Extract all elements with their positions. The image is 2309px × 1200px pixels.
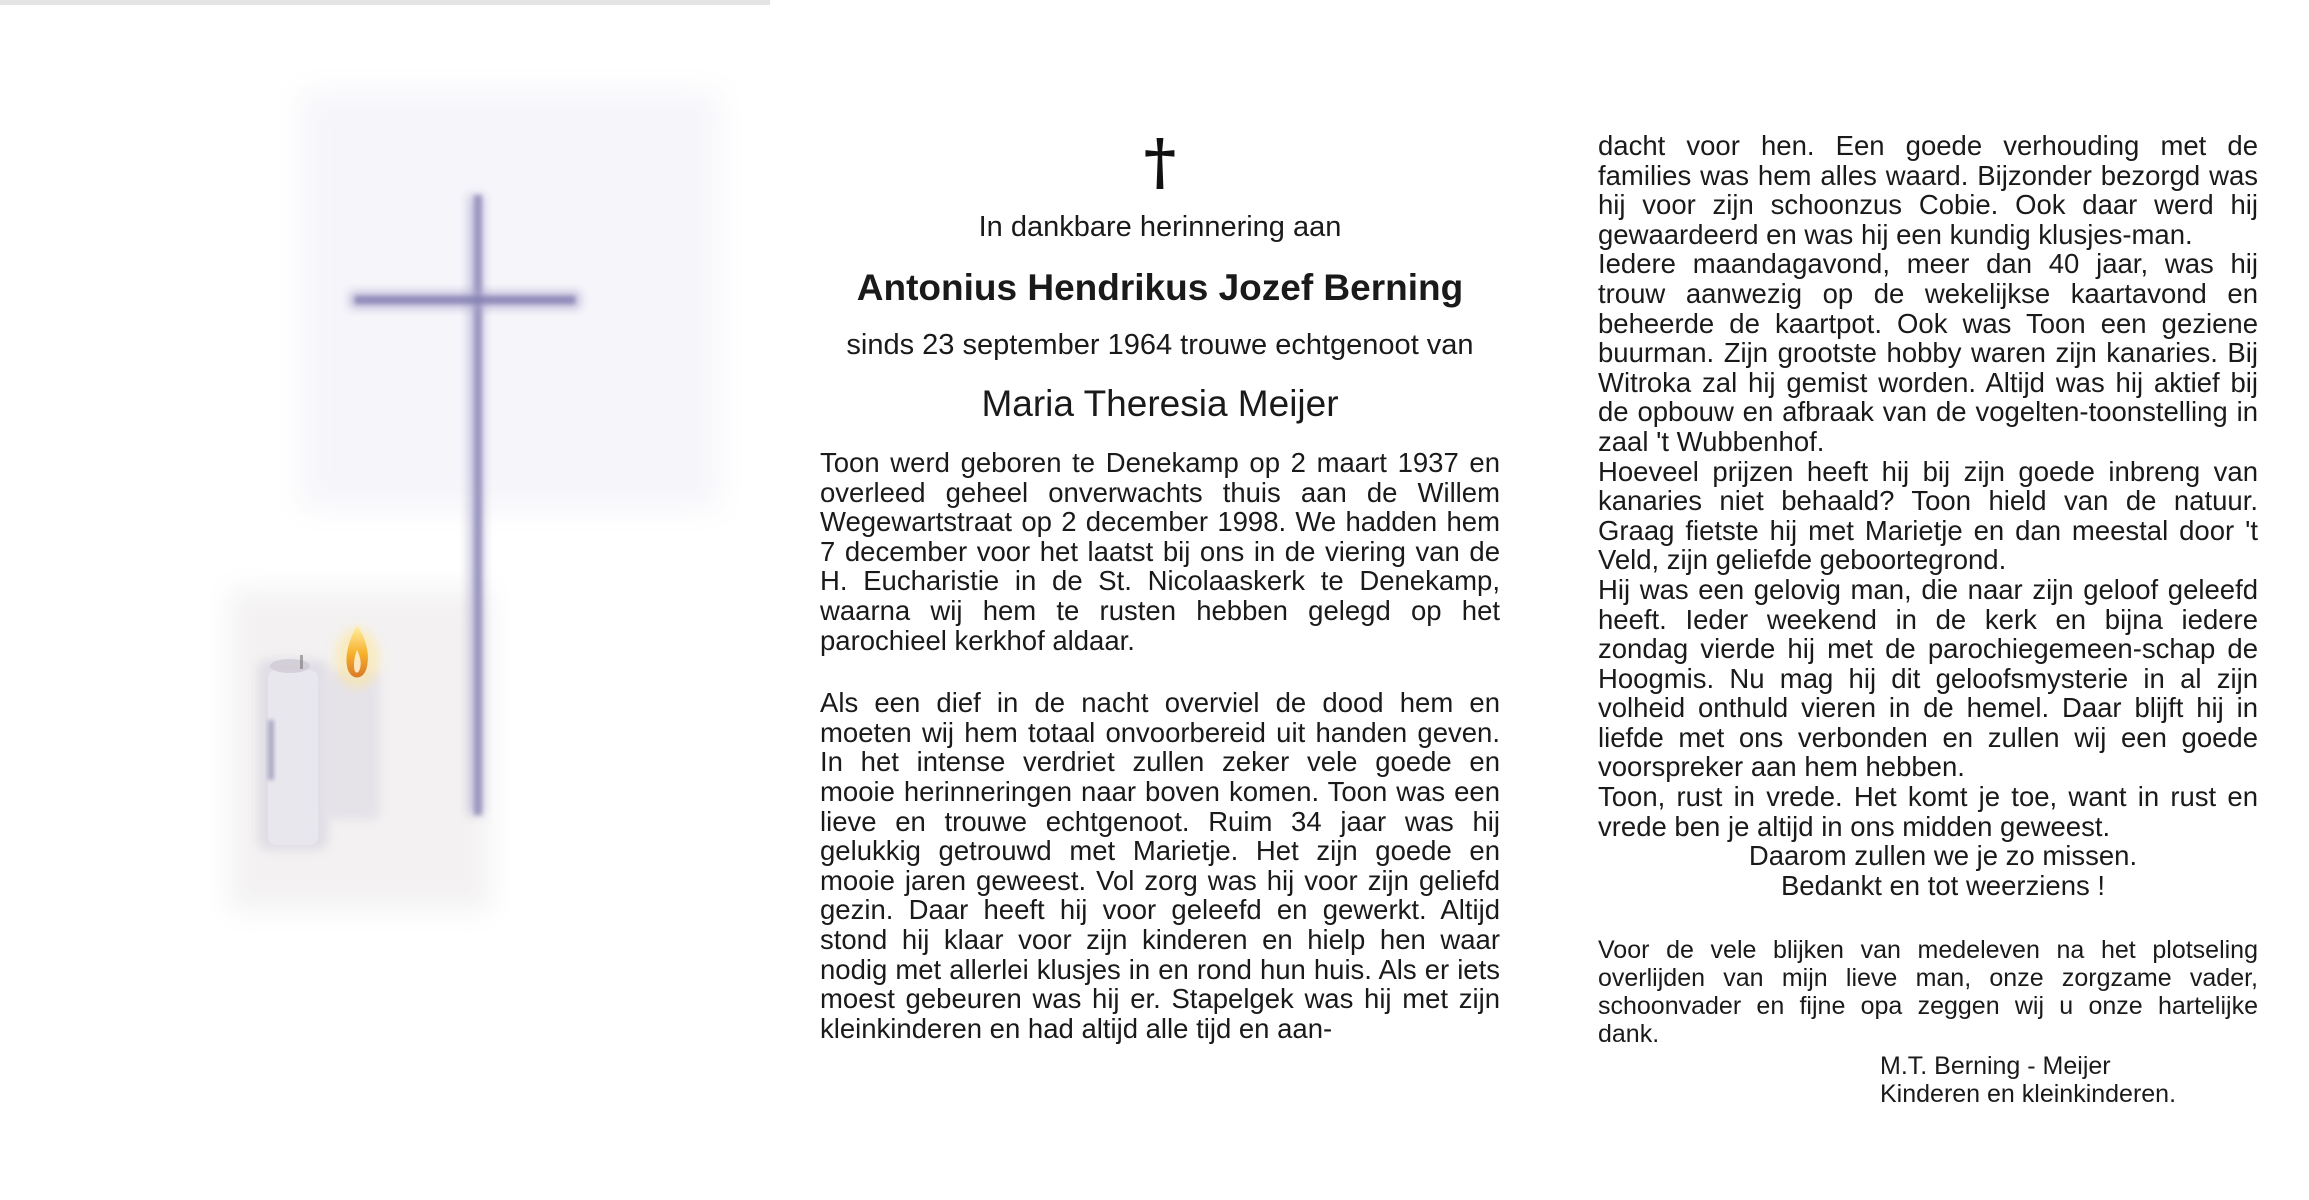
top-border-line: [0, 0, 770, 5]
paragraph-families: dacht voor hen. Een goede verhouding met de families was hem alles waard. Bijzonder bezorgd was hij voor zijn schoonzus Cobie. Ook daar werd hij gewaardeerd en was hij een kundig klusjes-man.: [1598, 130, 2258, 250]
closing-line-1: Daarom zullen we je zo missen.: [1748, 840, 2138, 872]
right-column: [1598, 131, 2258, 1108]
deceased-name: Antonius Hendrikus Jozef Berning: [856, 267, 1464, 308]
paragraph-farewell: Toon, rust in vrede. Het komt je toe, want in rust en vrede ben je altijd in ons midden geweest.: [1598, 781, 2258, 842]
spouse-name: Maria Theresia Meijer: [981, 383, 1339, 424]
cross-and-candle-illustration: [0, 30, 770, 1130]
signature-name: M.T. Berning - Meijer: [1880, 1052, 2111, 1081]
paragraph-memories: Als een dief in de nacht overviel de dood hem en moeten wij hem totaal onvoorbereid uit handen geven. In het intense verdriet zullen zeker vele goede en mooie herinneringen naar boven komen. Toon was een lieve en trouwe echtgenoot. Ruim 34 jaar was hij gelukkig getrouwd met Marietje. Het zijn goede en mooie jaren geweest. Vol zorg was hij voor zijn geliefd gezin. Daar heeft hij voor geleefd en gewerkt. Altijd stond hij klaar voor zijn kinderen en hielp hen waar nodig met allerlei klusjes in en rond hun huis. Als er iets moest gebeuren was hij er. Stapelgek was hij met zijn kleinkinderen en had altijd alle tijd en aan-: [820, 687, 1500, 1044]
closing-line-2: Bedankt en tot weerziens !: [1780, 869, 2106, 901]
paragraph-faith: Hij was een gelovig man, die naar zijn geloof geleefd heeft. Ieder weekend in de kerk en bijna iedere zondag vierde hij met de parochiegemeen-schap de Hoogmis. Nu mag hij dit geloofsmysterie in al zijn volheid onthuld vieren in de hemel. Daar blijft hij in liefde met ons verbonden en zullen wij een goede voorspreker aan hem hebben.: [1598, 573, 2258, 783]
thanks-paragraph: Voor de vele blijken van medeleven na het plotseling overlijden van mijn lieve man, onze zorgzame vader, schoonvader en fijne opa zeggen wij u onze hartelijke dank.: [1598, 936, 2258, 1049]
signature-family: Kinderen en kleinkinderen.: [1880, 1080, 2177, 1109]
paragraph-nature: Hoeveel prijzen heeft hij bij zijn goede inbreng van kanaries niet behaald? Toon hield van de natuur. Graag fietste hij met Marietje en dan meestal door 't Veld, zijn geliefde geboortegrond.: [1598, 455, 2258, 576]
paragraph-birth-death: Toon werd geboren te Denekamp op 2 maart 1937 en overleed geheel onverwachts thuis aan de Willem Wegewartstraat op 2 december 1998. We hadden hem 7 december voor het laatst bij ons in de viering van de H. Eucharistie in de St. Nicolaaskerk te Denekamp, waarna wij hem te rusten hebben gelegd op het parochieel kerkhof aldaar.: [820, 447, 1500, 656]
paragraph-hobbies: Iedere maandagavond, meer dan 40 jaar, was hij trouw aanwezig op de wekelijkse kaartavond en beheerde de kaartpot. Ook was Toon een geziene buurman. Zijn grootste hobby waren zijn kanaries. Bij Witroka zal hij gemist worden. Altijd was hij aktief bij de opbouw en afbraak van de vogelten-toonstelling in zaal 't Wubbenhof.: [1598, 248, 2258, 457]
cross-symbol: †: [1143, 125, 1177, 198]
middle-column: [820, 125, 1500, 1044]
intro-line: In dankbare herinnering aan: [978, 211, 1342, 243]
marriage-line: sinds 23 september 1964 trouwe echtgenoot van: [846, 329, 1474, 361]
